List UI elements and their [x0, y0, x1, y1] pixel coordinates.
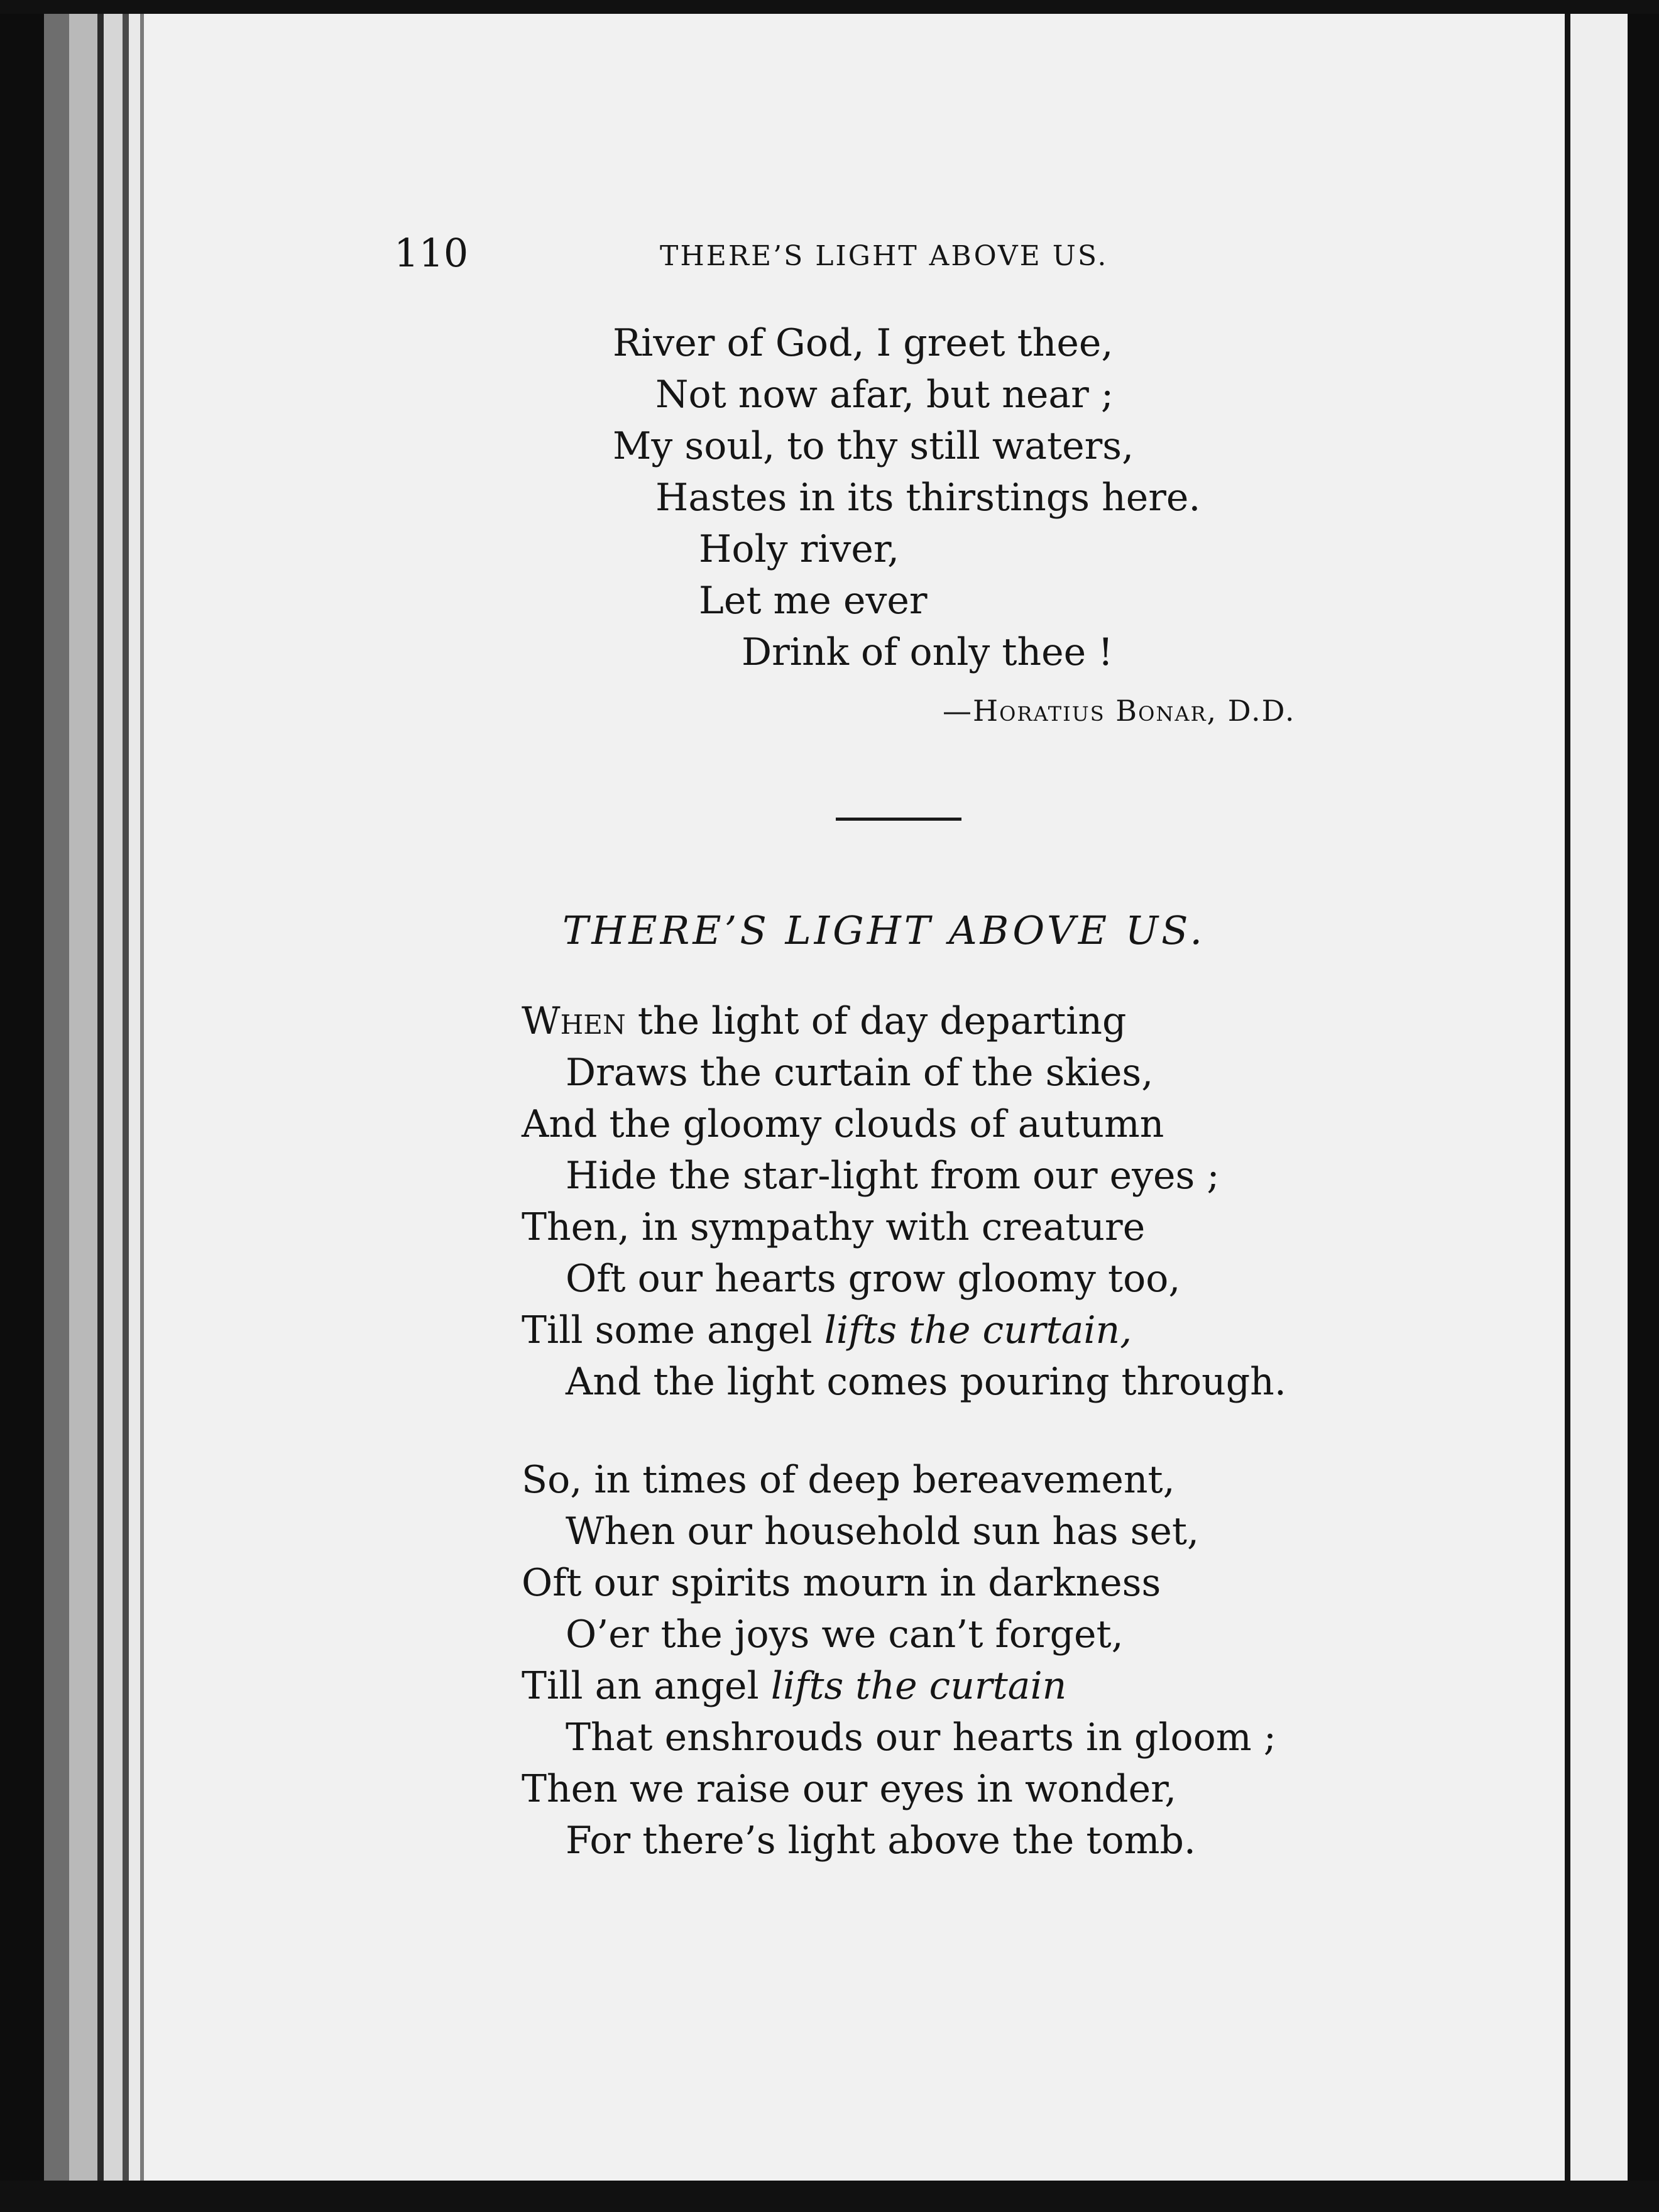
opening-small-caps-word: When: [522, 999, 626, 1043]
page-edge-strip: [129, 0, 140, 2212]
page-edge-strip: [104, 0, 123, 2212]
section-divider: [836, 818, 961, 821]
verse-line: [522, 999, 1127, 1043]
verse-line: Not now afar, but near ;: [655, 373, 1114, 417]
verse-line: And the gloomy clouds of autumn: [522, 1102, 1164, 1146]
poem-title: THERE’S LIGHT ABOVE US.: [562, 907, 1206, 953]
verse-line: My soul, to thy still waters,: [613, 424, 1134, 468]
verse-line: O’er the joys we can’t forget,: [566, 1612, 1124, 1656]
verse-line: Drink of only thee !: [742, 630, 1114, 674]
verse-line: Oft our spirits mourn in darkness: [522, 1561, 1161, 1605]
scan-right-border: [1628, 0, 1659, 2212]
scan-top-border: [0, 0, 1659, 14]
verse-text: Till an angel: [522, 1664, 771, 1708]
verse-line: Then, in sympathy with creature: [522, 1205, 1146, 1249]
italic-phrase: lifts the curtain: [770, 1664, 1067, 1708]
verse-line: [522, 1664, 1067, 1708]
verse-line: And the light comes pouring through.: [566, 1360, 1286, 1404]
page-number: 110: [394, 230, 469, 276]
verse-line: Let me ever: [699, 579, 928, 623]
page-edge-line: [97, 0, 104, 2212]
verse-line: [522, 1308, 1132, 1352]
italic-phrase: lifts the curtain,: [824, 1308, 1132, 1352]
verse-line: That enshrouds our hearts in gloom ;: [566, 1716, 1276, 1760]
verse-line: Hide the star-light from our eyes ;: [566, 1154, 1220, 1198]
verse-line: River of God, I greet thee,: [613, 321, 1114, 365]
verse-line: So, in times of deep bereavement,: [522, 1458, 1175, 1502]
verse-text: the light of day departing: [625, 999, 1127, 1043]
page-edge-strip: [44, 0, 69, 2212]
verse-line: When our household sun has set,: [566, 1509, 1200, 1553]
page-edge-strip: [69, 0, 97, 2212]
verse-line: Draws the curtain of the skies,: [566, 1051, 1154, 1095]
verse-line: For there’s light above the tomb.: [566, 1819, 1196, 1863]
verse-line: Then we raise our eyes in wonder,: [522, 1767, 1177, 1811]
poem-attribution: —Horatius Bonar, D.D.: [943, 694, 1296, 728]
binding-shadow: [0, 0, 44, 2212]
scan-bottom-border: [0, 2181, 1659, 2212]
running-head: THERE’S LIGHT ABOVE US.: [660, 240, 1109, 272]
verse-line: Oft our hearts grow gloomy too,: [566, 1257, 1181, 1301]
page-edge-line: [123, 0, 129, 2212]
verse-line: Holy river,: [699, 527, 900, 571]
verse-line: Hastes in its thirstings here.: [655, 476, 1201, 520]
verse-text: Till some angel: [522, 1308, 824, 1352]
